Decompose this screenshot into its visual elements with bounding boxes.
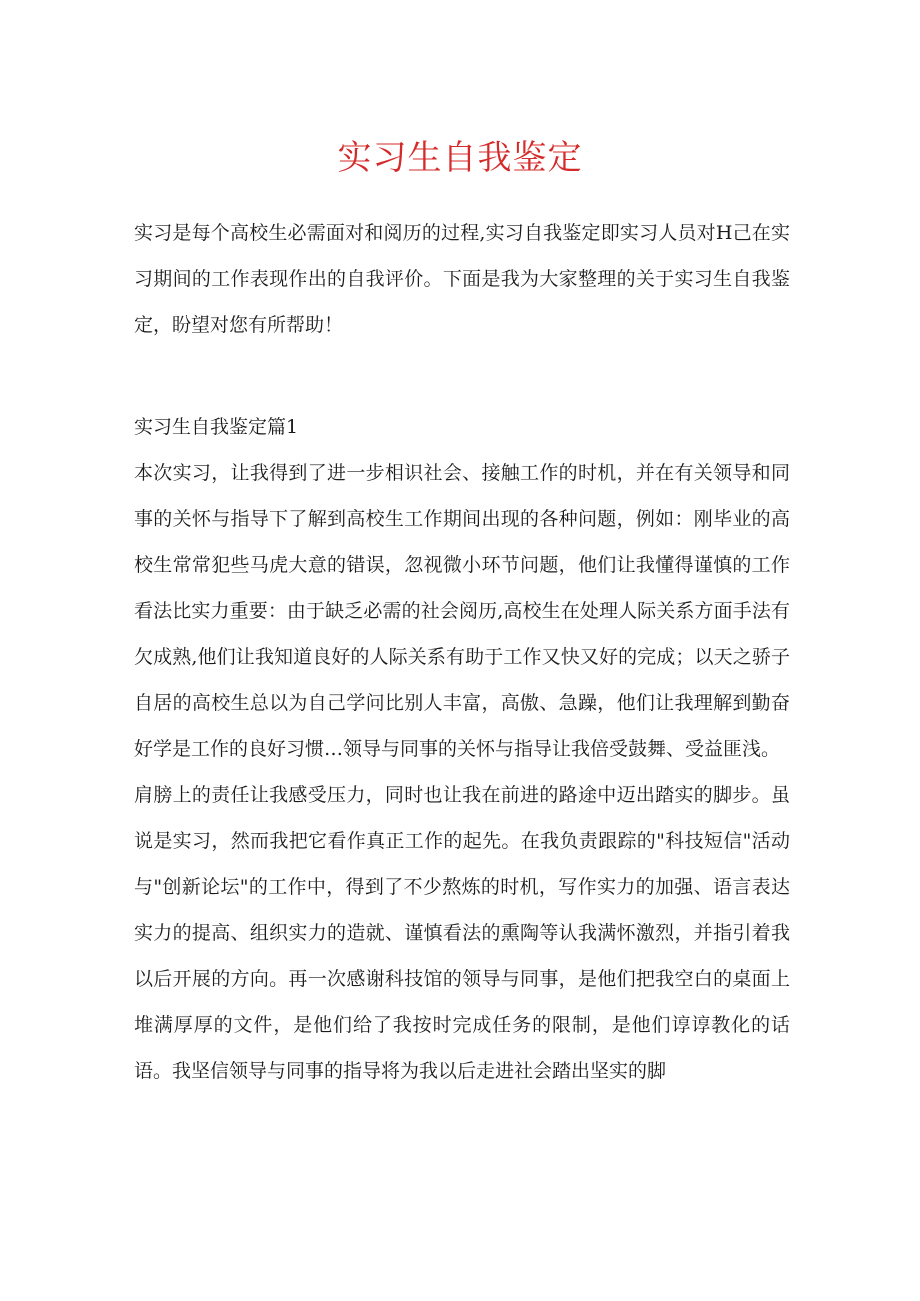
document-body <box>134 210 790 1094</box>
intro-paragraph: 实习是每个高校生必需面对和阅历的过程,实习自我鉴定即实习人员对H己在实习期间的工作表现作出的自我评价。下面是我为大家整理的关于实习生自我鉴定，盼望对您有所帮助！ <box>134 222 790 336</box>
section-heading: 实习生自我鉴定篇1 <box>134 416 299 438</box>
body-paragraph-2: 肩膀上的责任让我感受压力，同时也让我在前进的路途中迈出踏实的脚步。虽说是实习，然而我把它看作真正工作的起先。在我负责跟踪的"科技短信"活动与"创新论坛"的工作中，得到了不少熬炼的时机，写作实力的加强、语言表达实力的提高、组织实力的造就、谨慎看法的熏陶等认我满怀激烈，并指引着我以后开展的方向。再一次感谢科技馆的领导与同事，是他们把我空白的桌面上堆满厚厚的文件，是他们给了我按时完成任务的限制，是他们谆谆教化的话语。我坚信领导与同事的指导将为我以后走进社会踏出坚实的脚 <box>134 784 790 1082</box>
body-paragraph-1: 本次实习，让我得到了进一步相识社会、接触工作的时机，并在有关领导和同事的关怀与指导下了解到高校生工作期间出现的各种问题，例如：刚毕业的高校生常常犯些马虎大意的错误，忽视微小环节问题，他们让我懂得谨慎的工作看法比实力重要：由于缺乏必需的社会阅历,高校生在处理人际关系方面手法有欠成熟,他们让我知道良好的人际关系有助于工作又快又好的完成；以天之骄子自居的高校生总以为自己学问比别人丰富，高傲、急躁，他们让我理解到勤奋好学是工作的良好习惯…领导与同事的关怀与指导让我倍受鼓舞、受益匪浅。 <box>134 462 790 760</box>
document-title: 实习生自我鉴定 <box>337 138 583 178</box>
